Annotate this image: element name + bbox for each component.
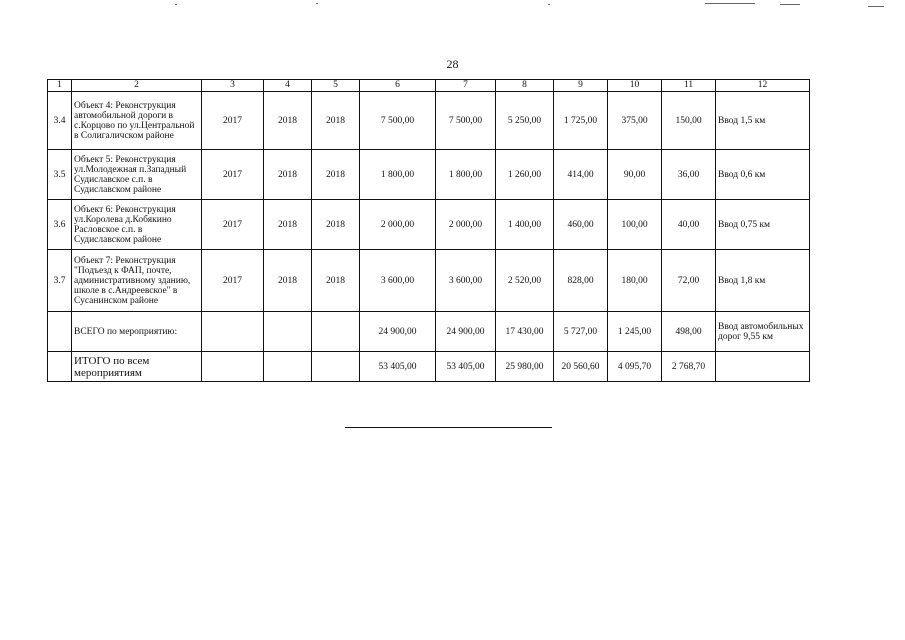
- page-number: 28: [446, 57, 459, 71]
- column-header: 3: [202, 80, 264, 92]
- object-name: Объект 5: Реконструкция ул.Молодежная п.Западный Судиславское с.п. в Судиславском районе: [72, 150, 202, 200]
- scan-speck: [548, 4, 550, 5]
- column-header: 2: [72, 80, 202, 92]
- column-header: 4: [264, 80, 312, 92]
- subtotal-row: [48, 312, 810, 352]
- cost-value: 40,00: [662, 200, 716, 250]
- column-header: 11: [662, 80, 716, 92]
- total-note: [716, 352, 810, 382]
- end-rule: [345, 427, 552, 428]
- cost-value: 375,00: [608, 92, 662, 150]
- total-label: ИТОГО по всем мероприятиям: [72, 352, 202, 382]
- total-value: 53 405,00: [360, 352, 436, 382]
- subtotal-value: 1 245,00: [608, 312, 662, 352]
- total-cost: 7 500,00: [360, 92, 436, 150]
- empty-cell: [264, 352, 312, 382]
- end-year: 2018: [264, 150, 312, 200]
- table-row: [48, 150, 810, 200]
- column-header: 10: [608, 80, 662, 92]
- total-cost: 1 800,00: [360, 150, 436, 200]
- row-number: 3.5: [48, 150, 72, 200]
- subtotal-value: 498,00: [662, 312, 716, 352]
- column-header: 7: [436, 80, 496, 92]
- end-year: 2018: [264, 200, 312, 250]
- column-header: 1: [48, 80, 72, 92]
- result-note: Ввод 0,6 км: [716, 150, 810, 200]
- empty-cell: [264, 312, 312, 352]
- cost-value: 2 520,00: [496, 250, 554, 312]
- total-value: 4 095,70: [608, 352, 662, 382]
- empty-cell: [202, 312, 264, 352]
- result-note: Ввод 1,8 км: [716, 250, 810, 312]
- commission-year: 2018: [312, 250, 360, 312]
- end-year: 2018: [264, 92, 312, 150]
- scan-speck: [175, 4, 177, 5]
- cost-value: 150,00: [662, 92, 716, 150]
- empty-cell: [312, 352, 360, 382]
- row-number: 3.6: [48, 200, 72, 250]
- column-header: 8: [496, 80, 554, 92]
- cost-value: 2 000,00: [436, 200, 496, 250]
- cost-value: 72,00: [662, 250, 716, 312]
- column-header: 6: [360, 80, 436, 92]
- scan-speck: [705, 3, 755, 4]
- scan-speck: [316, 3, 318, 4]
- total-cost: 3 600,00: [360, 250, 436, 312]
- cost-value: 90,00: [608, 150, 662, 200]
- column-number-row: [48, 80, 810, 92]
- subtotal-note: Ввод автомобильных дорог 9,55 км: [716, 312, 810, 352]
- start-year: 2017: [202, 150, 264, 200]
- commission-year: 2018: [312, 200, 360, 250]
- start-year: 2017: [202, 200, 264, 250]
- cost-value: 414,00: [554, 150, 608, 200]
- scan-speck: [780, 4, 800, 5]
- cost-value: 1 400,00: [496, 200, 554, 250]
- cost-value: 1 800,00: [436, 150, 496, 200]
- start-year: 2017: [202, 92, 264, 150]
- object-name: Объект 4: Реконструкция автомобильной дороги в с.Корцово по ул.Центральной в Солигаличском районе: [72, 92, 202, 150]
- empty-cell: [312, 312, 360, 352]
- total-value: 2 768,70: [662, 352, 716, 382]
- row-number: 3.7: [48, 250, 72, 312]
- commission-year: 2018: [312, 92, 360, 150]
- cost-value: 7 500,00: [436, 92, 496, 150]
- cost-value: 36,00: [662, 150, 716, 200]
- table-row: [48, 250, 810, 312]
- cost-value: 3 600,00: [436, 250, 496, 312]
- table-row: [48, 200, 810, 250]
- table-row: [48, 92, 810, 150]
- total-cost: 2 000,00: [360, 200, 436, 250]
- subtotal-value: 17 430,00: [496, 312, 554, 352]
- column-header: 5: [312, 80, 360, 92]
- cost-value: 1 260,00: [496, 150, 554, 200]
- commission-year: 2018: [312, 150, 360, 200]
- budget-table: [47, 79, 810, 382]
- cost-value: 180,00: [608, 250, 662, 312]
- start-year: 2017: [202, 250, 264, 312]
- object-name: Объект 6: Реконструкция ул.Королева д.Кобякино Расловское с.п. в Судиславском районе: [72, 200, 202, 250]
- subtotal-value: 24 900,00: [436, 312, 496, 352]
- column-header: 9: [554, 80, 608, 92]
- column-header: 12: [716, 80, 810, 92]
- scan-speck: [868, 6, 884, 7]
- total-row: [48, 352, 810, 382]
- end-year: 2018: [264, 250, 312, 312]
- total-value: 20 560,60: [554, 352, 608, 382]
- empty-cell: [48, 312, 72, 352]
- cost-value: 828,00: [554, 250, 608, 312]
- empty-cell: [202, 352, 264, 382]
- total-value: 53 405,00: [436, 352, 496, 382]
- subtotal-value: 24 900,00: [360, 312, 436, 352]
- total-value: 25 980,00: [496, 352, 554, 382]
- cost-value: 100,00: [608, 200, 662, 250]
- row-number: 3.4: [48, 92, 72, 150]
- subtotal-value: 5 727,00: [554, 312, 608, 352]
- subtotal-label: ВСЕГО по мероприятию:: [72, 312, 202, 352]
- object-name: Объект 7: Реконструкция "Подъезд к ФАП, почте, административному зданию, школе в с.Андреевское" в Сусанинском районе: [72, 250, 202, 312]
- cost-value: 1 725,00: [554, 92, 608, 150]
- result-note: Ввод 0,75 км: [716, 200, 810, 250]
- cost-value: 5 250,00: [496, 92, 554, 150]
- result-note: Ввод 1,5 км: [716, 92, 810, 150]
- empty-cell: [48, 352, 72, 382]
- cost-value: 460,00: [554, 200, 608, 250]
